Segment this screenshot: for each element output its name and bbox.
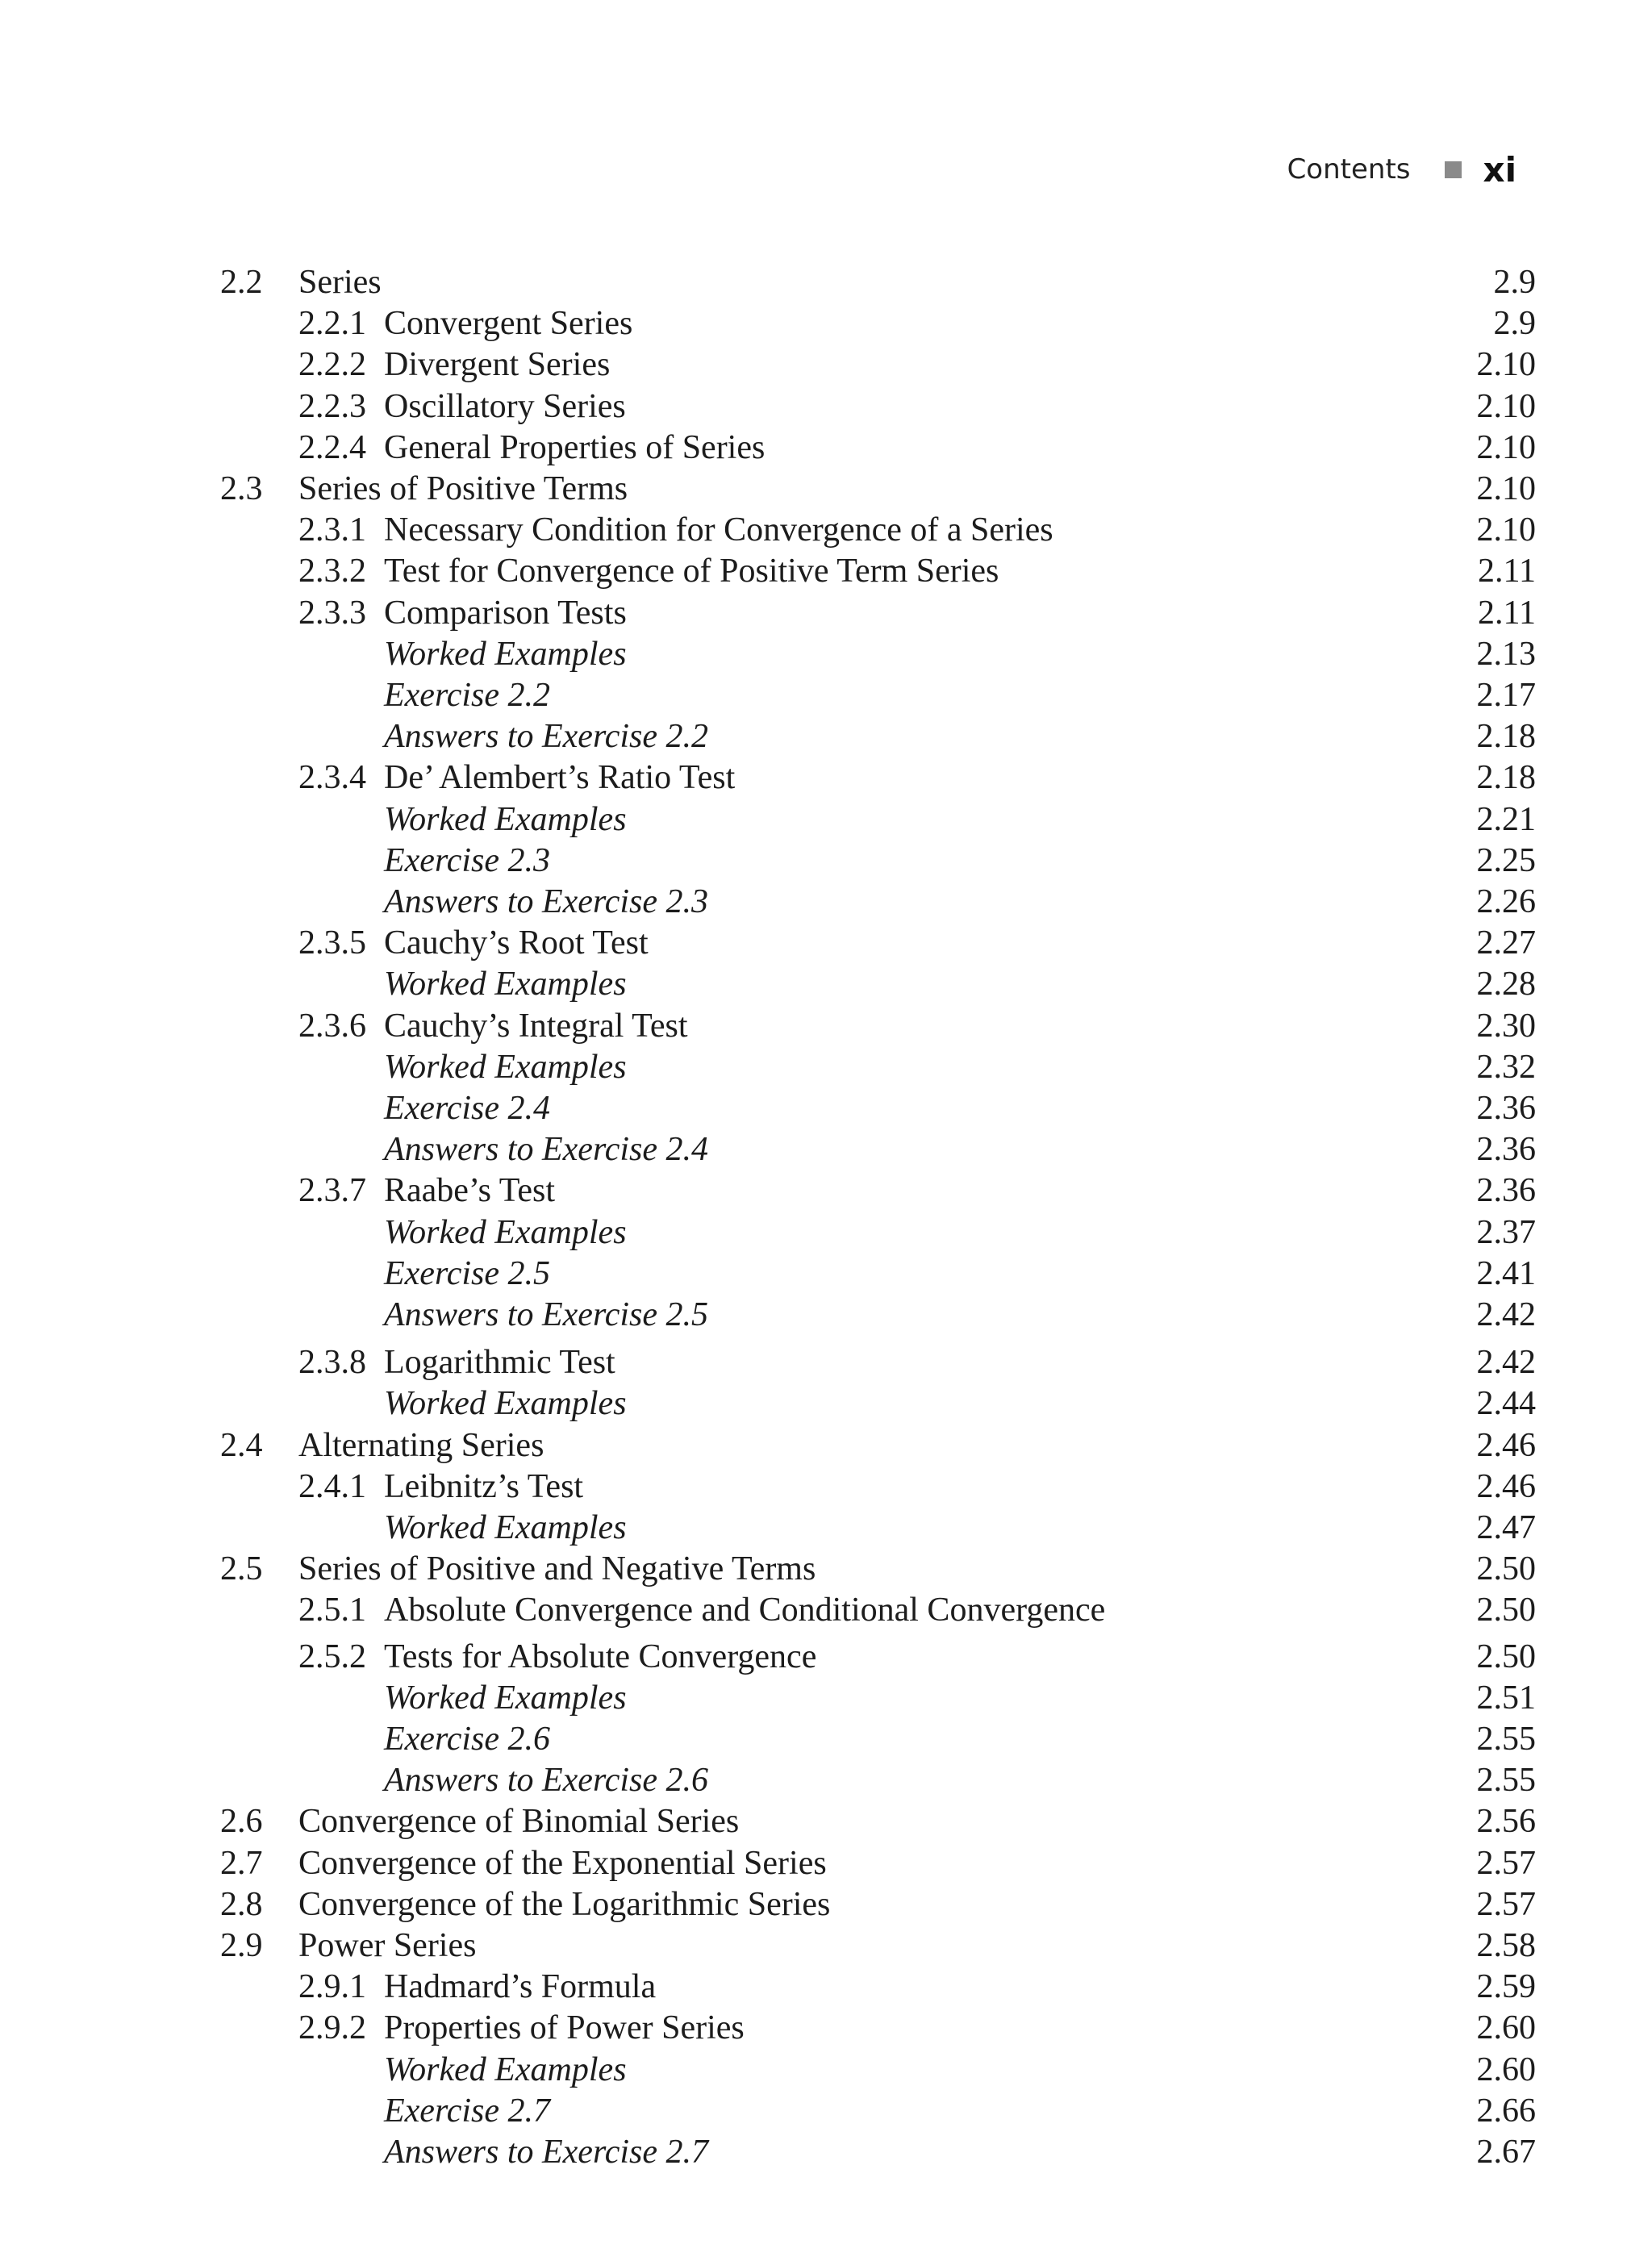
toc-entry [0, 2049, 1652, 2091]
toc-entry-page: 2.37 [1476, 1214, 1536, 1251]
toc-entry-page: 2.66 [1476, 2092, 1536, 2130]
toc-entry [0, 1046, 1652, 1088]
toc-entry-number: 2.2.2 [298, 346, 366, 383]
toc-entry [0, 592, 1652, 634]
square-bullet-icon [1445, 161, 1462, 178]
toc-entry [0, 1087, 1652, 1129]
toc-entry-page: 2.25 [1476, 842, 1536, 879]
toc-entry-page: 2.11 [1478, 594, 1536, 632]
toc-entry [0, 1212, 1652, 1254]
toc-entry-title: Worked Examples [384, 636, 627, 673]
toc-entry-page: 2.42 [1476, 1344, 1536, 1381]
toc-entry-page: 2.56 [1476, 1803, 1536, 1840]
toc-entry-number: 2.2.4 [298, 429, 366, 466]
toc-entry-page: 2.9 [1493, 264, 1536, 301]
toc-entry-title: Logarithmic Test [384, 1344, 615, 1381]
toc-entry [0, 344, 1652, 386]
toc-entry-title: Series of Positive and Negative Terms [298, 1550, 816, 1587]
toc-entry [0, 840, 1652, 882]
toc-entry-page: 2.55 [1476, 1721, 1536, 1758]
toc-entry-number: 2.2.1 [298, 305, 366, 342]
toc-entry [0, 1548, 1652, 1590]
toc-entry-page: 2.58 [1476, 1927, 1536, 1964]
toc-entry-page: 2.18 [1476, 718, 1536, 755]
toc-entry [0, 1800, 1652, 1842]
toc-entry-page: 2.36 [1476, 1090, 1536, 1127]
toc-entry-number: 2.8 [220, 1886, 263, 1923]
toc-entry-number: 2.2 [220, 264, 263, 301]
toc-entry [0, 2090, 1652, 2132]
toc-entry [0, 1636, 1652, 1678]
toc-entry-number: 2.3.5 [298, 924, 366, 962]
page-number: xi [1483, 149, 1516, 190]
toc-entry-title: Answers to Exercise 2.4 [384, 1131, 709, 1168]
toc-entry-page: 2.36 [1476, 1172, 1536, 1209]
toc-entry [0, 1341, 1652, 1383]
running-head-title: Contents [1287, 153, 1411, 186]
toc-entry-number: 2.5.1 [298, 1592, 366, 1629]
toc-entry [0, 1718, 1652, 1760]
toc-entry-title: Worked Examples [384, 801, 627, 838]
toc-entry [0, 1966, 1652, 2008]
toc-entry-title: Oscillatory Series [384, 388, 626, 425]
toc-entry-title: Exercise 2.6 [384, 1721, 551, 1758]
toc-entry [0, 1466, 1652, 1508]
toc-entry-title: Necessary Condition for Convergence of a Series [384, 511, 1053, 549]
toc-entry-title: Properties of Power Series [384, 2009, 745, 2046]
toc-entry-page: 2.50 [1476, 1550, 1536, 1587]
toc-entry [0, 1925, 1652, 1967]
toc-entry [0, 1294, 1652, 1336]
toc-entry-title: Answers to Exercise 2.5 [384, 1296, 709, 1333]
toc-entry-page: 2.21 [1476, 801, 1536, 838]
toc-entry-number: 2.2.3 [298, 388, 366, 425]
toc-entry [0, 674, 1652, 716]
toc-entry-number: 2.3.4 [298, 759, 366, 796]
toc-entry [0, 963, 1652, 1005]
toc-entry [0, 1677, 1652, 1719]
toc-entry [0, 1383, 1652, 1425]
toc-entry-number: 2.3.2 [298, 553, 366, 590]
toc-entry-title: Comparison Tests [384, 594, 627, 632]
toc-entry-number: 2.3.7 [298, 1172, 366, 1209]
toc-entry [0, 1589, 1652, 1631]
toc-entry-title: Raabe’s Test [384, 1172, 556, 1209]
toc-entry-title: Worked Examples [384, 966, 627, 1003]
toc-entry [0, 1425, 1652, 1466]
toc-entry [0, 757, 1652, 799]
toc-entry-page: 2.60 [1476, 2051, 1536, 2088]
toc-entry-page: 2.57 [1476, 1886, 1536, 1923]
toc-entry [0, 302, 1652, 344]
toc-entry-number: 2.3.3 [298, 594, 366, 632]
toc-entry-page: 2.59 [1476, 1968, 1536, 2005]
toc-entry [0, 1170, 1652, 1212]
toc-entry-page: 2.46 [1476, 1427, 1536, 1464]
toc-entry-title: Answers to Exercise 2.2 [384, 718, 709, 755]
toc-entry-title: Answers to Exercise 2.3 [384, 883, 709, 920]
toc-entry-page: 2.10 [1476, 429, 1536, 466]
toc-entry [0, 1507, 1652, 1549]
toc-entry-page: 2.41 [1476, 1255, 1536, 1292]
toc-entry-number: 2.6 [220, 1803, 263, 1840]
toc-entry [0, 1005, 1652, 1047]
toc-entry-title: Convergent Series [384, 305, 633, 342]
toc-entry-title: Worked Examples [384, 1679, 627, 1717]
toc-entry [0, 509, 1652, 551]
toc-entry [0, 550, 1652, 592]
toc-entry-title: Exercise 2.4 [384, 1090, 551, 1127]
toc-entry [0, 261, 1652, 303]
toc-entry-page: 2.26 [1476, 883, 1536, 920]
toc-entry-page: 2.28 [1476, 966, 1536, 1003]
toc-entry-page: 2.10 [1476, 346, 1536, 383]
toc-entry-page: 2.18 [1476, 759, 1536, 796]
toc-entry-title: Hadmard’s Formula [384, 1968, 657, 2005]
toc-entry-title: Exercise 2.2 [384, 677, 551, 714]
toc-entry [0, 2131, 1652, 2173]
toc-entry-title: Series [298, 264, 382, 301]
toc-entry [0, 1842, 1652, 1884]
toc-entry-title: Exercise 2.3 [384, 842, 551, 879]
toc-entry-page: 2.50 [1476, 1592, 1536, 1629]
toc-entry-title: Convergence of the Logarithmic Series [298, 1886, 831, 1923]
toc-entry-page: 2.27 [1476, 924, 1536, 962]
toc-entry-page: 2.42 [1476, 1296, 1536, 1333]
toc-entry-number: 2.9 [220, 1927, 263, 1964]
toc-entry-number: 2.4 [220, 1427, 263, 1464]
toc-entry [0, 468, 1652, 510]
toc-entry-title: Convergence of the Exponential Series [298, 1845, 827, 1882]
toc-entry-title: Leibnitz’s Test [384, 1468, 584, 1505]
toc-entry-title: Worked Examples [384, 2051, 627, 2088]
toc-entry-page: 2.50 [1476, 1638, 1536, 1675]
toc-entry-number: 2.9.1 [298, 1968, 366, 2005]
toc-entry-number: 2.3 [220, 470, 263, 507]
toc-entry-title: Answers to Exercise 2.7 [384, 2134, 709, 2171]
running-head [1287, 149, 1516, 190]
toc-entry-page: 2.10 [1476, 470, 1536, 507]
toc-entry-title: Worked Examples [384, 1509, 627, 1546]
toc-entry-number: 2.9.2 [298, 2009, 366, 2046]
toc-entry [0, 1884, 1652, 1925]
toc-entry [0, 633, 1652, 675]
toc-entry-page: 2.30 [1476, 1008, 1536, 1045]
toc-entry-title: Series of Positive Terms [298, 470, 628, 507]
toc-entry [0, 1759, 1652, 1801]
toc-entry-number: 2.5 [220, 1550, 263, 1587]
toc-entry-title: Answers to Exercise 2.6 [384, 1762, 709, 1799]
toc-entry-number: 2.5.2 [298, 1638, 366, 1675]
toc-entry-title: General Properties of Series [384, 429, 766, 466]
toc-entry-title: Test for Convergence of Positive Term Series [384, 553, 999, 590]
toc-entry [0, 922, 1652, 964]
toc-entry-page: 2.11 [1478, 553, 1536, 590]
toc-entry-title: Tests for Absolute Convergence [384, 1638, 817, 1675]
toc-entry-page: 2.32 [1476, 1049, 1536, 1086]
toc-entry [0, 715, 1652, 757]
toc-entry-page: 2.10 [1476, 388, 1536, 425]
toc-entry-title: Power Series [298, 1927, 477, 1964]
toc-entry-page: 2.60 [1476, 2009, 1536, 2046]
toc-entry-number: 2.3.6 [298, 1008, 366, 1045]
toc-entry-number: 2.3.8 [298, 1344, 366, 1381]
toc-entry-number: 2.7 [220, 1845, 263, 1882]
toc-entry [0, 2007, 1652, 2049]
toc-entry-title: Convergence of Binomial Series [298, 1803, 740, 1840]
toc-entry-page: 2.46 [1476, 1468, 1536, 1505]
toc-entry [0, 386, 1652, 428]
toc-entry [0, 1128, 1652, 1170]
toc-entry-page: 2.9 [1493, 305, 1536, 342]
toc-entry-title: Worked Examples [384, 1214, 627, 1251]
toc-entry-page: 2.17 [1476, 677, 1536, 714]
toc-entry [0, 881, 1652, 923]
toc-entry-page: 2.47 [1476, 1509, 1536, 1546]
toc-entry-title: Alternating Series [298, 1427, 544, 1464]
toc-entry-title: Cauchy’s Root Test [384, 924, 649, 962]
toc-entry-title: Divergent Series [384, 346, 611, 383]
toc-entry [0, 427, 1652, 469]
toc-entry [0, 799, 1652, 841]
toc-entry [0, 1253, 1652, 1295]
toc-entry-title: Worked Examples [384, 1385, 627, 1422]
toc-entry-page: 2.36 [1476, 1131, 1536, 1168]
toc-entry-page: 2.67 [1476, 2134, 1536, 2171]
toc-entry-title: Exercise 2.7 [384, 2092, 551, 2130]
toc-entry-number: 2.4.1 [298, 1468, 366, 1505]
toc-entry-title: Worked Examples [384, 1049, 627, 1086]
toc-entry-title: Exercise 2.5 [384, 1255, 551, 1292]
toc-entry-page: 2.55 [1476, 1762, 1536, 1799]
toc-entry-page: 2.13 [1476, 636, 1536, 673]
toc-entry-page: 2.44 [1476, 1385, 1536, 1422]
toc-entry-page: 2.51 [1476, 1679, 1536, 1717]
toc-entry-number: 2.3.1 [298, 511, 366, 549]
toc-entry-title: De’ Alembert’s Ratio Test [384, 759, 736, 796]
toc-entry-page: 2.10 [1476, 511, 1536, 549]
toc-entry-page: 2.57 [1476, 1845, 1536, 1882]
toc-entry-title: Cauchy’s Integral Test [384, 1008, 688, 1045]
toc-entry-title: Absolute Convergence and Conditional Convergence [384, 1592, 1106, 1629]
